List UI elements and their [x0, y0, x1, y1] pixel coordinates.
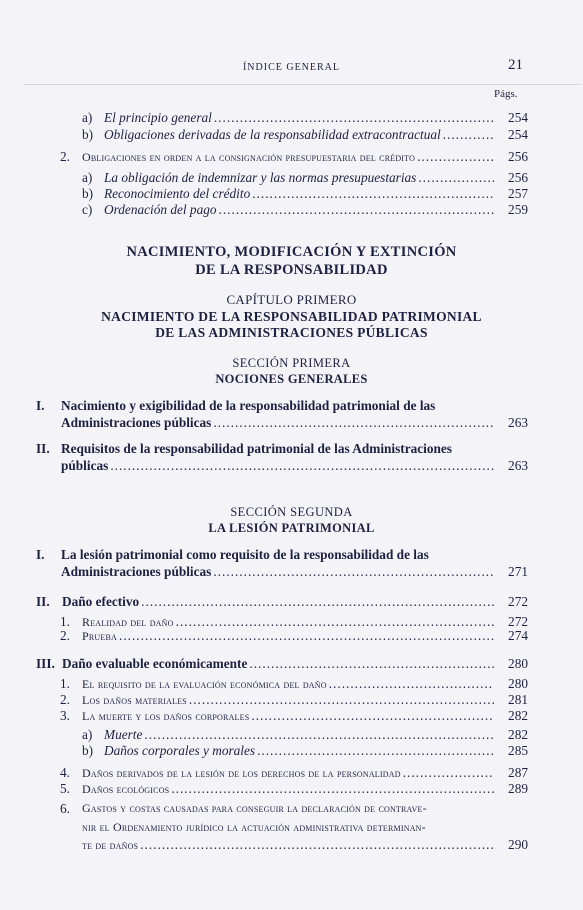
entry-label: 2.	[60, 149, 70, 164]
entry-text: Obligaciones derivadas de la responsabilidad extracontractual	[104, 127, 441, 142]
part-title-line2: DE LA RESPONSABILIDAD	[195, 262, 388, 278]
entry-page: 272	[508, 614, 528, 629]
entry-label: a)	[82, 170, 93, 185]
entry-page: 274	[508, 628, 528, 643]
entry-line	[36, 440, 528, 458]
entry-label: 2.	[60, 628, 70, 643]
entry-label: a)	[82, 110, 93, 125]
entry-page: 257	[508, 186, 528, 201]
toc-entry-multiline[interactable]	[36, 440, 528, 474]
dot-leader	[257, 743, 494, 759]
entry-text: Requisitos de la responsabilidad patrimonial de las Administraciones	[61, 441, 452, 456]
dot-leader	[214, 110, 494, 126]
entry-page: 272	[508, 594, 528, 609]
entry-label: I.	[36, 398, 45, 413]
toc-entry[interactable]	[82, 186, 528, 202]
entry-text: Nacimiento y exigibilidad de la responsabilidad patrimonial de las	[61, 398, 436, 413]
toc-entry[interactable]	[60, 781, 528, 797]
entry-label: 1.	[60, 676, 70, 691]
entry-text: Administraciones públicas	[61, 564, 212, 579]
entry-page: 271	[508, 564, 528, 579]
entry-text: públicas	[61, 458, 109, 473]
toc-entry-multiline[interactable]	[60, 799, 528, 853]
entry-label: 3.	[60, 708, 70, 723]
entry-label: 5.	[60, 781, 70, 796]
entry-page: 289	[508, 781, 528, 796]
dot-leader	[144, 727, 494, 743]
dot-leader	[251, 708, 494, 724]
entry-label: a)	[82, 727, 93, 742]
chapter-title-line1: NACIMIENTO DE LA RESPONSABILIDAD PATRIMONIAL	[101, 309, 482, 324]
entry-page: 281	[508, 692, 528, 707]
part-title-line1: NACIMIENTO, MODIFICACIÓN Y EXTINCIÓN	[126, 244, 457, 260]
entry-text: te de daños	[82, 838, 139, 852]
entry-text: Prueba	[82, 629, 117, 643]
entry-page: 280	[508, 656, 528, 671]
page-number: 21	[508, 57, 523, 73]
dot-leader	[417, 149, 494, 165]
toc-entry[interactable]	[36, 656, 528, 672]
toc-entry[interactable]	[82, 202, 528, 218]
entry-page: 282	[508, 727, 528, 742]
entry-text: La lesión patrimonial como requisito de la responsabilidad de las	[61, 547, 429, 562]
dot-leader	[443, 127, 494, 143]
dot-leader	[418, 170, 494, 186]
entry-label: 4.	[60, 765, 70, 780]
entry-text: El principio general	[104, 110, 212, 125]
entry-page: 263	[508, 415, 528, 430]
entry-label: b)	[82, 186, 94, 201]
entry-page: 285	[508, 743, 528, 758]
entry-line	[36, 546, 528, 564]
entry-text: Gastos y costas causadas para conseguir la declaración de contrave-	[82, 801, 427, 815]
entry-page: 256	[508, 149, 528, 164]
entry-page: 256	[508, 170, 528, 185]
entry-label: 6.	[60, 801, 70, 816]
pags-column-label: Págs.	[494, 88, 518, 100]
toc-entry[interactable]	[82, 727, 528, 743]
entry-label: I.	[36, 547, 45, 562]
toc-entry[interactable]	[82, 127, 528, 143]
entry-text: Administraciones públicas	[61, 415, 212, 430]
toc-entry[interactable]	[60, 692, 528, 708]
entry-page: 282	[508, 708, 528, 723]
dot-leader	[189, 692, 494, 708]
entry-text: Muerte	[104, 727, 143, 742]
entry-text: Daños derivados de la lesión de los derechos de la personalidad	[82, 766, 401, 780]
running-head: ÍNDICE GENERAL	[242, 62, 341, 73]
entry-text: Daños corporales y morales	[104, 743, 256, 758]
entry-text: El requisito de la evaluación económica del daño	[82, 677, 327, 691]
entry-text: Daño evaluable económicamente	[62, 656, 248, 671]
entry-label: II.	[36, 594, 50, 609]
dot-leader	[249, 656, 494, 672]
entry-text: Ordenación del pago	[104, 202, 217, 217]
dot-leader	[219, 202, 494, 218]
entry-text: Obligaciones en orden a la consignación presupuestaria del crédito	[82, 150, 416, 164]
entry-label: 2.	[60, 692, 70, 707]
dot-leader	[213, 415, 494, 431]
entry-line	[36, 458, 528, 474]
entry-text: Daño efectivo	[62, 594, 140, 609]
entry-label: b)	[82, 127, 94, 142]
toc-entry-multiline[interactable]	[36, 397, 528, 431]
toc-entry[interactable]	[60, 676, 528, 692]
dot-leader	[119, 628, 494, 644]
entry-page: 290	[508, 837, 528, 852]
entry-line	[60, 799, 528, 818]
entry-page: 259	[508, 202, 528, 217]
entry-label: 1.	[60, 614, 70, 629]
dot-leader	[252, 186, 494, 202]
entry-text: nir el Ordenamiento jurídico la actuación administrativa determinan-	[82, 820, 426, 834]
entry-text: Daños ecológicos	[82, 782, 170, 796]
dot-leader	[329, 676, 494, 692]
entry-page: 280	[508, 676, 528, 691]
entry-text: La obligación de indemnizar y las normas presupuestarias	[104, 170, 417, 185]
chapter-title-line2: DE LAS ADMINISTRACIONES PÚBLICAS	[155, 325, 428, 340]
toc-entry[interactable]	[82, 743, 528, 759]
toc-entry[interactable]	[60, 149, 528, 165]
entry-page: 254	[508, 127, 528, 142]
entry-label: II.	[36, 441, 50, 456]
entry-text: Los daños materiales	[82, 693, 187, 707]
section1-title: NOCIONES GENERALES	[215, 372, 368, 386]
section2-title: LA LESIÓN PATRIMONIAL	[208, 521, 375, 535]
dot-leader	[140, 837, 494, 853]
section2-label: SECCIÓN SEGUNDA	[230, 505, 353, 519]
entry-line	[60, 818, 528, 837]
entry-label: III.	[36, 656, 55, 671]
entry-label: c)	[82, 202, 93, 217]
entry-page: 263	[508, 458, 528, 473]
entry-line	[36, 415, 528, 431]
chapter-label: CAPÍTULO PRIMERO	[226, 292, 357, 307]
entry-line	[36, 564, 528, 580]
entry-text: Reconocimiento del crédito	[104, 186, 251, 201]
toc-entry[interactable]	[60, 708, 528, 724]
dot-leader	[213, 564, 494, 580]
entry-text: Realidad del daño	[82, 615, 174, 629]
section1-label: SECCIÓN PRIMERA	[232, 356, 351, 370]
toc-entry[interactable]	[60, 765, 528, 781]
entry-line	[36, 397, 528, 415]
entry-label: b)	[82, 743, 94, 758]
dot-leader	[403, 765, 494, 781]
header-rule	[24, 84, 582, 85]
entry-page: 254	[508, 110, 528, 125]
toc-entry-multiline[interactable]	[36, 546, 528, 580]
entry-line	[60, 837, 528, 853]
dot-leader	[110, 458, 494, 474]
dot-leader	[141, 594, 494, 610]
entry-page: 287	[508, 765, 528, 780]
toc-entry[interactable]	[82, 110, 528, 126]
entry-text: La muerte y los daños corporales	[82, 709, 250, 723]
toc-entry[interactable]	[36, 594, 528, 610]
toc-entry[interactable]	[82, 170, 528, 186]
toc-entry[interactable]	[60, 628, 528, 644]
dot-leader	[171, 781, 494, 797]
